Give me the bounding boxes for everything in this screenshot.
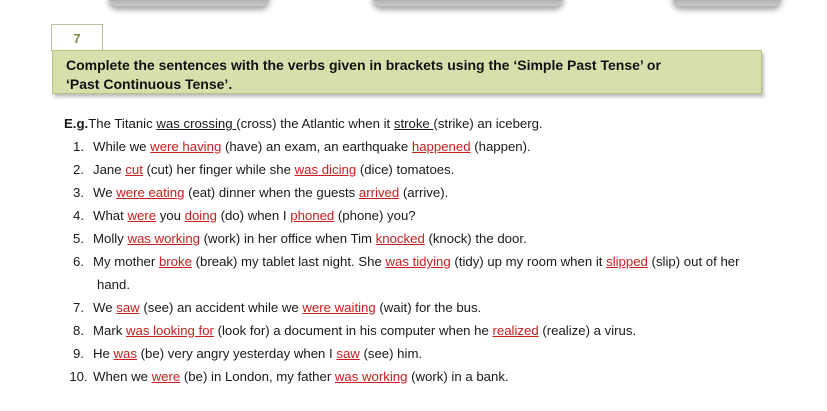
sentence-row: [64, 181, 784, 204]
example-row: [64, 112, 784, 135]
sentence-text-line: [93, 227, 784, 250]
answer-verb: saw: [336, 346, 360, 361]
sentence-continuation: hand.: [97, 277, 131, 292]
answer-verb: were having: [150, 139, 222, 154]
answer-verb: was working: [334, 369, 408, 384]
top-shadow-decoration: [372, 0, 564, 6]
sentence-text: (strike) an iceberg.: [433, 116, 543, 131]
instruction-line-1: Complete the sentences with the verbs given in brackets using the ‘Simple Past Tense’ or: [66, 57, 661, 73]
instruction-line-2: ‘Past Continuous Tense’.: [66, 76, 233, 92]
sentence-text: (work) in a bank.: [407, 369, 509, 384]
answer-verb: slipped: [606, 254, 648, 269]
sentence-text: (see) an accident while we: [139, 300, 303, 315]
sentence-text: (arrive).: [399, 185, 449, 200]
answer-verb: were waiting: [302, 300, 376, 315]
sentence-text: What: [93, 208, 128, 223]
sentence-text: (knock) the door.: [424, 231, 527, 246]
sentence-number: 1.: [73, 139, 84, 154]
answer-verb: was looking for: [125, 323, 214, 338]
answer-verb: arrived: [358, 185, 400, 200]
sentence-number: 2.: [73, 162, 84, 177]
sentence-text: We: [93, 185, 117, 200]
sentence-text-line: [93, 342, 784, 365]
answer-verb: realized: [492, 323, 539, 338]
sentence-text-line: [93, 365, 784, 388]
sentence-text: (look for) a document in his computer when he: [213, 323, 493, 338]
sentence-text: (phone) you?: [334, 208, 416, 223]
example-verb: stroke: [393, 116, 434, 131]
answer-verb: were: [127, 208, 157, 223]
sentence-row: [64, 250, 784, 273]
sentence-text: (do) when I: [216, 208, 291, 223]
sentence-text-line: [93, 204, 784, 227]
example-sentence: [88, 112, 542, 135]
sentence-text-line: [93, 181, 784, 204]
sentence-text: (realize) a virus.: [538, 323, 637, 338]
exercise-number: 7: [51, 24, 103, 51]
sentence-text-line: [93, 296, 784, 319]
sentence-row: [64, 158, 784, 181]
sentence-number: 8.: [73, 323, 84, 338]
sentence-text: The Titanic: [88, 116, 157, 131]
sentence-text: you: [156, 208, 185, 223]
sentence-text: We: [93, 300, 117, 315]
sentence-text: (have) an exam, an earthquake: [221, 139, 412, 154]
sentence-text: (happen).: [470, 139, 531, 154]
answer-verb: was: [113, 346, 137, 361]
answer-verb: broke: [158, 254, 192, 269]
sentence-row: [64, 342, 784, 365]
sentence-text-line: [93, 158, 784, 181]
answer-verb: was working: [127, 231, 200, 246]
sentence-number: 3.: [73, 185, 84, 200]
sentence-row: [64, 227, 784, 250]
sentence-text: (eat) dinner when the guests: [184, 185, 359, 200]
answer-verb: were eating: [116, 185, 185, 200]
sentence-row: [64, 204, 784, 227]
sentence-row: [64, 365, 784, 388]
exercise-content: [64, 112, 784, 388]
sentence-row: [64, 296, 784, 319]
sentence-text: When we: [93, 369, 152, 384]
sentence-text: (break) my tablet last night. She: [191, 254, 386, 269]
sentence-text: My mother: [93, 254, 159, 269]
answer-verb: happened: [411, 139, 471, 154]
sentence-text-line: [93, 135, 784, 158]
sentence-number: 9.: [73, 346, 84, 361]
answer-verb: doing: [184, 208, 217, 223]
sentence-row: [64, 319, 784, 342]
sentence-number: 7.: [73, 300, 84, 315]
sentence-text: While we: [93, 139, 151, 154]
sentence-text: (be) in London, my father: [180, 369, 335, 384]
sentence-text-line: [93, 319, 784, 342]
answer-verb: was dicing: [294, 162, 357, 177]
answer-verb: saw: [116, 300, 140, 315]
sentence-text: (cross) the Atlantic when it: [236, 116, 394, 131]
sentence-number: 5.: [73, 231, 84, 246]
sentence-text: Molly: [93, 231, 128, 246]
answer-verb: were: [151, 369, 181, 384]
example-verb: was crossing: [156, 116, 237, 131]
sentence-text: Jane: [93, 162, 126, 177]
sentence-text: (be) very angry yesterday when I: [136, 346, 337, 361]
sentence-list: [64, 135, 784, 388]
sentence-number: 10.: [69, 369, 88, 384]
sentence-text: (slip) out of her: [647, 254, 740, 269]
sentence-text: (dice) tomatoes.: [356, 162, 455, 177]
sentence-number: 4.: [73, 208, 84, 223]
answer-verb: knocked: [375, 231, 425, 246]
instruction-banner: [52, 50, 762, 94]
sentence-text: (see) him.: [359, 346, 423, 361]
sentence-text-line: [93, 250, 784, 273]
sentence-number: 6.: [73, 254, 84, 269]
answer-verb: cut: [125, 162, 143, 177]
sentence-text: (tidy) up my room when it: [450, 254, 607, 269]
example-label: E.g.: [64, 116, 89, 131]
answer-verb: was tidying: [385, 254, 451, 269]
sentence-text: (cut) her finger while she: [142, 162, 295, 177]
sentence-row: [64, 135, 784, 158]
top-shadow-decoration: [108, 0, 270, 6]
sentence-text: He: [93, 346, 114, 361]
top-shadow-decoration: [672, 0, 782, 6]
sentence-text: (work) in her office when Tim: [200, 231, 376, 246]
answer-verb: phoned: [290, 208, 335, 223]
sentence-text: Mark: [93, 323, 126, 338]
sentence-text: (wait) for the bus.: [375, 300, 482, 315]
